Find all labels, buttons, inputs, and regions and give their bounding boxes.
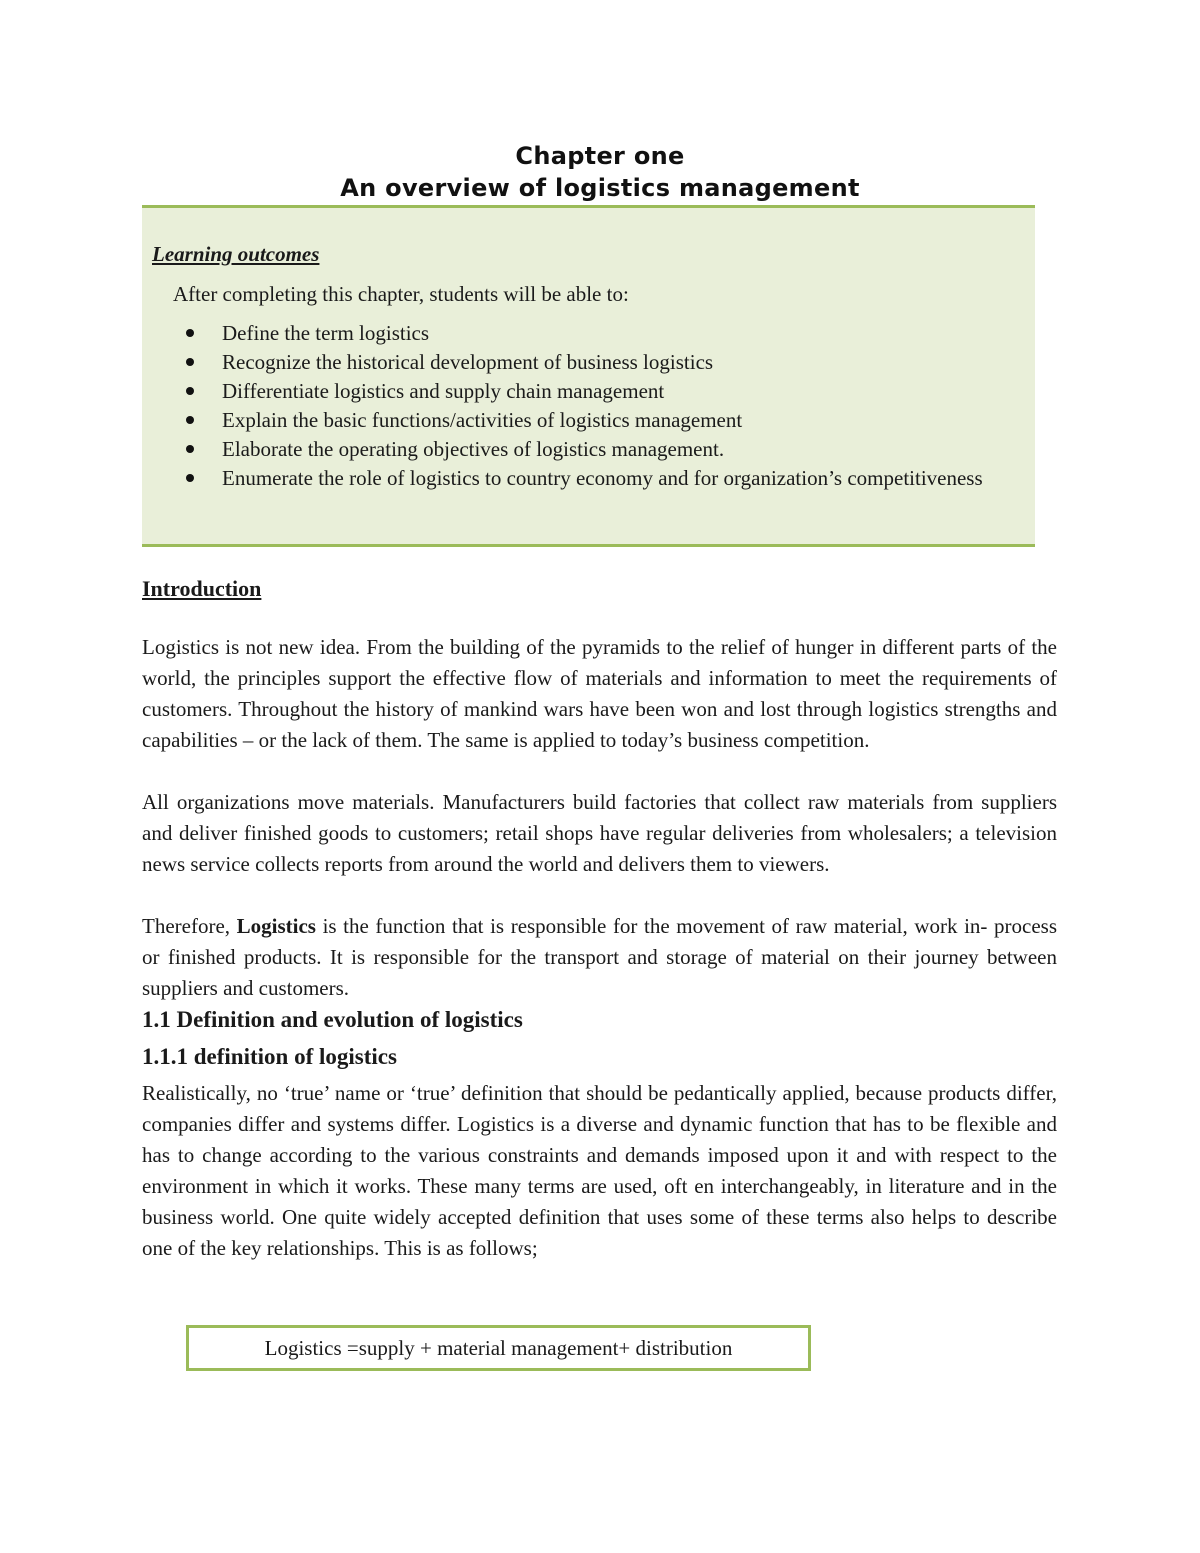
section-heading-1-1-1: 1.1.1 definition of logistics [142,1044,397,1069]
introduction-paragraph-2: All organizations move materials. Manufacturers build factories that collect raw materials from suppliers and deliver finished goods to customers; retail shops have regular deliveries from wholesalers; a television news service collects reports from around the world and delivers them to viewers. [142,790,1057,876]
chapter-title: Chapter one [515,142,685,170]
list-item [186,464,1023,493]
chapter-subtitle: An overview of logistics management [340,174,860,202]
list-item-text: Differentiate logistics and supply chain management [222,379,665,403]
definition-paragraph: Realistically, no ‘true’ name or ‘true’ definition that should be pedantically applied, because products differ, companies differ and systems differ. Logistics is a diverse and dynamic function that has to be flexible and has to change according to the various constraints and demands imposed upon it and with respect to the environment in which it works. These many terms are used, oft en interchangeably, in literature and in the business world. One quite widely accepted definition that uses some of these terms also helps to describe one of the key relationships. This is as follows; [142,1081,1057,1260]
list-item-text: Recognize the historical development of business logistics [222,350,714,374]
introduction-heading: Introduction [142,576,262,601]
bullet-icon [186,416,194,424]
learning-outcomes-box [142,205,1035,547]
learning-outcomes-heading: Learning outcomes [152,242,320,266]
section-heading-1-1: 1.1 Definition and evolution of logistics [142,1007,523,1032]
logistics-term: Logistics [236,914,316,938]
introduction-paragraph-3 [142,911,1057,1004]
bullet-icon [186,387,194,395]
introduction-paragraph-1: Logistics is not new idea. From the building of the pyramids to the relief of hunger in different parts of the world, the principles support the effective flow of materials and information to meet the requirements of customers. Throughout the history of mankind wars have been won and lost through logistics strengths and capabilities – or the lack of them. The same is applied to today’s business competition. [142,635,1057,752]
list-item [186,319,1023,348]
list-item [186,435,1023,464]
logistics-formula-box [186,1325,811,1371]
list-item-text: Enumerate the role of logistics to country economy and for organization’s competitiveness [222,466,983,490]
paragraph-rest: is the function that is responsible for the movement of raw material, work in- process or finished products. It is responsible for the transport and storage of material on their journey between suppliers and customers. [142,914,1057,1000]
logistics-formula: Logistics =supply + material management+ distribution [264,1335,733,1360]
paragraph-prefix: Therefore, [142,914,237,938]
learning-outcomes-intro: After completing this chapter, students will be able to: [173,282,629,306]
list-item [186,348,1023,377]
learning-outcomes-list [186,319,1023,493]
list-item [186,406,1023,435]
bullet-icon [186,329,194,337]
bullet-icon [186,358,194,366]
list-item-text: Elaborate the operating objectives of logistics management. [222,437,725,461]
bullet-icon [186,474,194,482]
list-item [186,377,1023,406]
bullet-icon [186,445,194,453]
list-item-text: Explain the basic functions/activities of logistics management [222,408,743,432]
list-item-text: Define the term logistics [222,321,430,345]
